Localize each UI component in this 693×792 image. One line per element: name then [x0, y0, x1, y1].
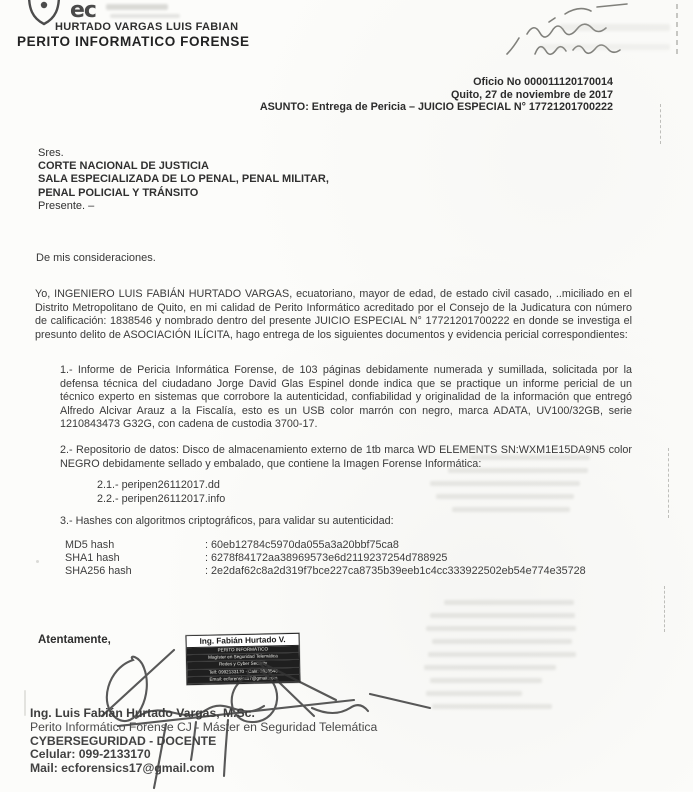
hash-row-md5 [65, 539, 399, 551]
oficio-number: Oficio No 000011120170014 [473, 76, 613, 88]
recipient-line: PENAL POLICIAL Y TRÁNSITO [38, 186, 199, 199]
hash-label: SHA1 hash [65, 552, 120, 564]
item-1-paragraph: 1.- Informe de Pericia Informática Forense, de 103 páginas debidamente numerada y sumillada, solicitada por la defensa técnica del ciudadano Jorge David Glas Espinel donde indica que se practique un informe pericial de un técnico experto en sistemas que corrobore la autenticidad, confiabilidad y originalidad de la información que entregó Alfredo Alcivar Arauz a la Fiscalía, esto es un USB color marrón con negro, marca ADATA, UV100/32GB, serie 1210843473 G32G, con cadena de custodia 3700-17. [60, 364, 632, 431]
page-edge-mark [660, 104, 661, 144]
letterhead-title: PERITO INFORMATICO FORENSE [17, 34, 250, 49]
recipient-block [38, 147, 329, 213]
hash-value: : 60eb12784c5970da055a3a20bbf75ca8 [205, 539, 399, 551]
hash-row-sha1 [65, 552, 447, 564]
bleedthrough-smudge [540, 44, 670, 50]
signer-name: Ing. Luis Fabián Hurtado Vargas, M.Sc. [30, 706, 255, 720]
bleedthrough-line [426, 626, 576, 631]
page-edge-mark [668, 448, 669, 518]
scan-speck [36, 560, 39, 563]
stamp-line: PERITO INFORMÁTICO [187, 646, 299, 656]
stamp-line: Redes y Cyber Security [187, 660, 299, 670]
bleedthrough-line [424, 665, 556, 670]
bleedthrough-line [430, 481, 580, 486]
stamp-line: Telf: 0992133170 · Calif: 1838546 [187, 667, 299, 677]
stamp-line: Email: ecforensics17@gmail.com [187, 675, 299, 685]
recipient-line: CORTE NACIONAL DE JUSTICIA [38, 160, 209, 173]
letter-meta [260, 76, 613, 114]
item-2-paragraph: 2.- Repositorio de datos: Disco de almacenamiento externo de 1tb marca WD ELEMENTS SN:WXM1E15DA9N5 color NEGRO debidamente sellado y embalado, que contiene la Imagen Forense Informática: [60, 444, 632, 470]
stamp-line: Magíster en Seguridad Telemática [187, 653, 299, 663]
bleedthrough-line [444, 600, 574, 605]
bleedthrough-smudge [560, 24, 670, 31]
bleedthrough-line [436, 494, 574, 499]
letterhead-name: HURTADO VARGAS LUIS FABIAN [55, 21, 239, 33]
logo-smudge-text [106, 4, 168, 10]
item-3-line: 3.- Hashes con algoritmos criptográficos, para validar su autenticidad: [60, 515, 394, 527]
logo-smudge-subtext [110, 14, 180, 18]
signer-specialty: CYBERSEGURIDAD - DOCENTE [30, 733, 217, 748]
recipient-salutation: Sres. [38, 147, 64, 159]
greeting-line: De mis consideraciones. [36, 252, 156, 264]
ec-brand-text: ec [70, 0, 96, 23]
signer-mail: Mail: ecforensics17@gmail.com [30, 761, 215, 776]
bleedthrough-line [470, 455, 590, 460]
item-2-1: 2.1.- peripen26112017.dd [97, 479, 220, 491]
bleedthrough-line [432, 639, 572, 644]
bleedthrough-line [452, 507, 570, 512]
handwritten-annotation [415, 0, 685, 62]
bleedthrough-line [426, 691, 522, 696]
hash-value: : 6278f84172aa38969573e6d2119237254d788925 [205, 552, 448, 564]
hash-label: MD5 hash [65, 539, 115, 551]
hash-label: SHA256 hash [65, 565, 132, 577]
signer-block [30, 707, 377, 776]
bleedthrough-line [428, 652, 576, 657]
letter-date: Quito, 27 de noviembre de 2017 [450, 88, 613, 101]
bleedthrough-line [430, 678, 542, 683]
intro-paragraph: Yo, INGENIERO LUIS FABIÁN HURTADO VARGAS, ecuatoriano, mayor de edad, de estado civil casado, ..miciliado en el Distrito Metropolitano de Quito, en mi calidad de Perito Informático acreditado por el Consejo de la Judicatura con número de calificación: 1838546 y nombrado dentro del presente JUICIO ESPECIAL N° 17721201700222 en donde se investiga el presunto delito de ASOCIACIÓN ILÍCITA, hago entrega de los siguientes documentos y evidencia pericial correspondientes: [35, 288, 632, 341]
page-edge-mark [664, 586, 665, 632]
signer-phone: Celular: 099-2133170 [30, 747, 151, 762]
hash-value: : 2e2daf62c8a2d319f7bce227ca8735b39eeb1c4cc333922502eb54e774e35728 [205, 565, 586, 577]
stamp-name: Ing. Fabián Hurtado V. [187, 634, 299, 648]
bleedthrough-line [430, 613, 575, 618]
recipient-present: Presente. – [38, 199, 95, 212]
hash-row-sha256 [65, 565, 586, 577]
bleedthrough-line [432, 704, 552, 709]
recipient-line: SALA ESPECIALIZADA DE LO PENAL, PENAL MILITAR, [38, 173, 329, 186]
scan-speck [24, 690, 26, 716]
bleedthrough-line [448, 468, 588, 473]
closing-word: Atentamente, [38, 634, 111, 646]
letter-subject: ASUNTO: Entrega de Pericia – JUICIO ESPECIAL N° 17721201700222 [259, 101, 613, 113]
signer-role: Perito Informático Forense CJ - Máster en Seguridad Telemática [30, 719, 378, 734]
expert-rubber-stamp [185, 633, 300, 685]
item-2-2: 2.2.- peripen26112017.info [97, 493, 226, 505]
